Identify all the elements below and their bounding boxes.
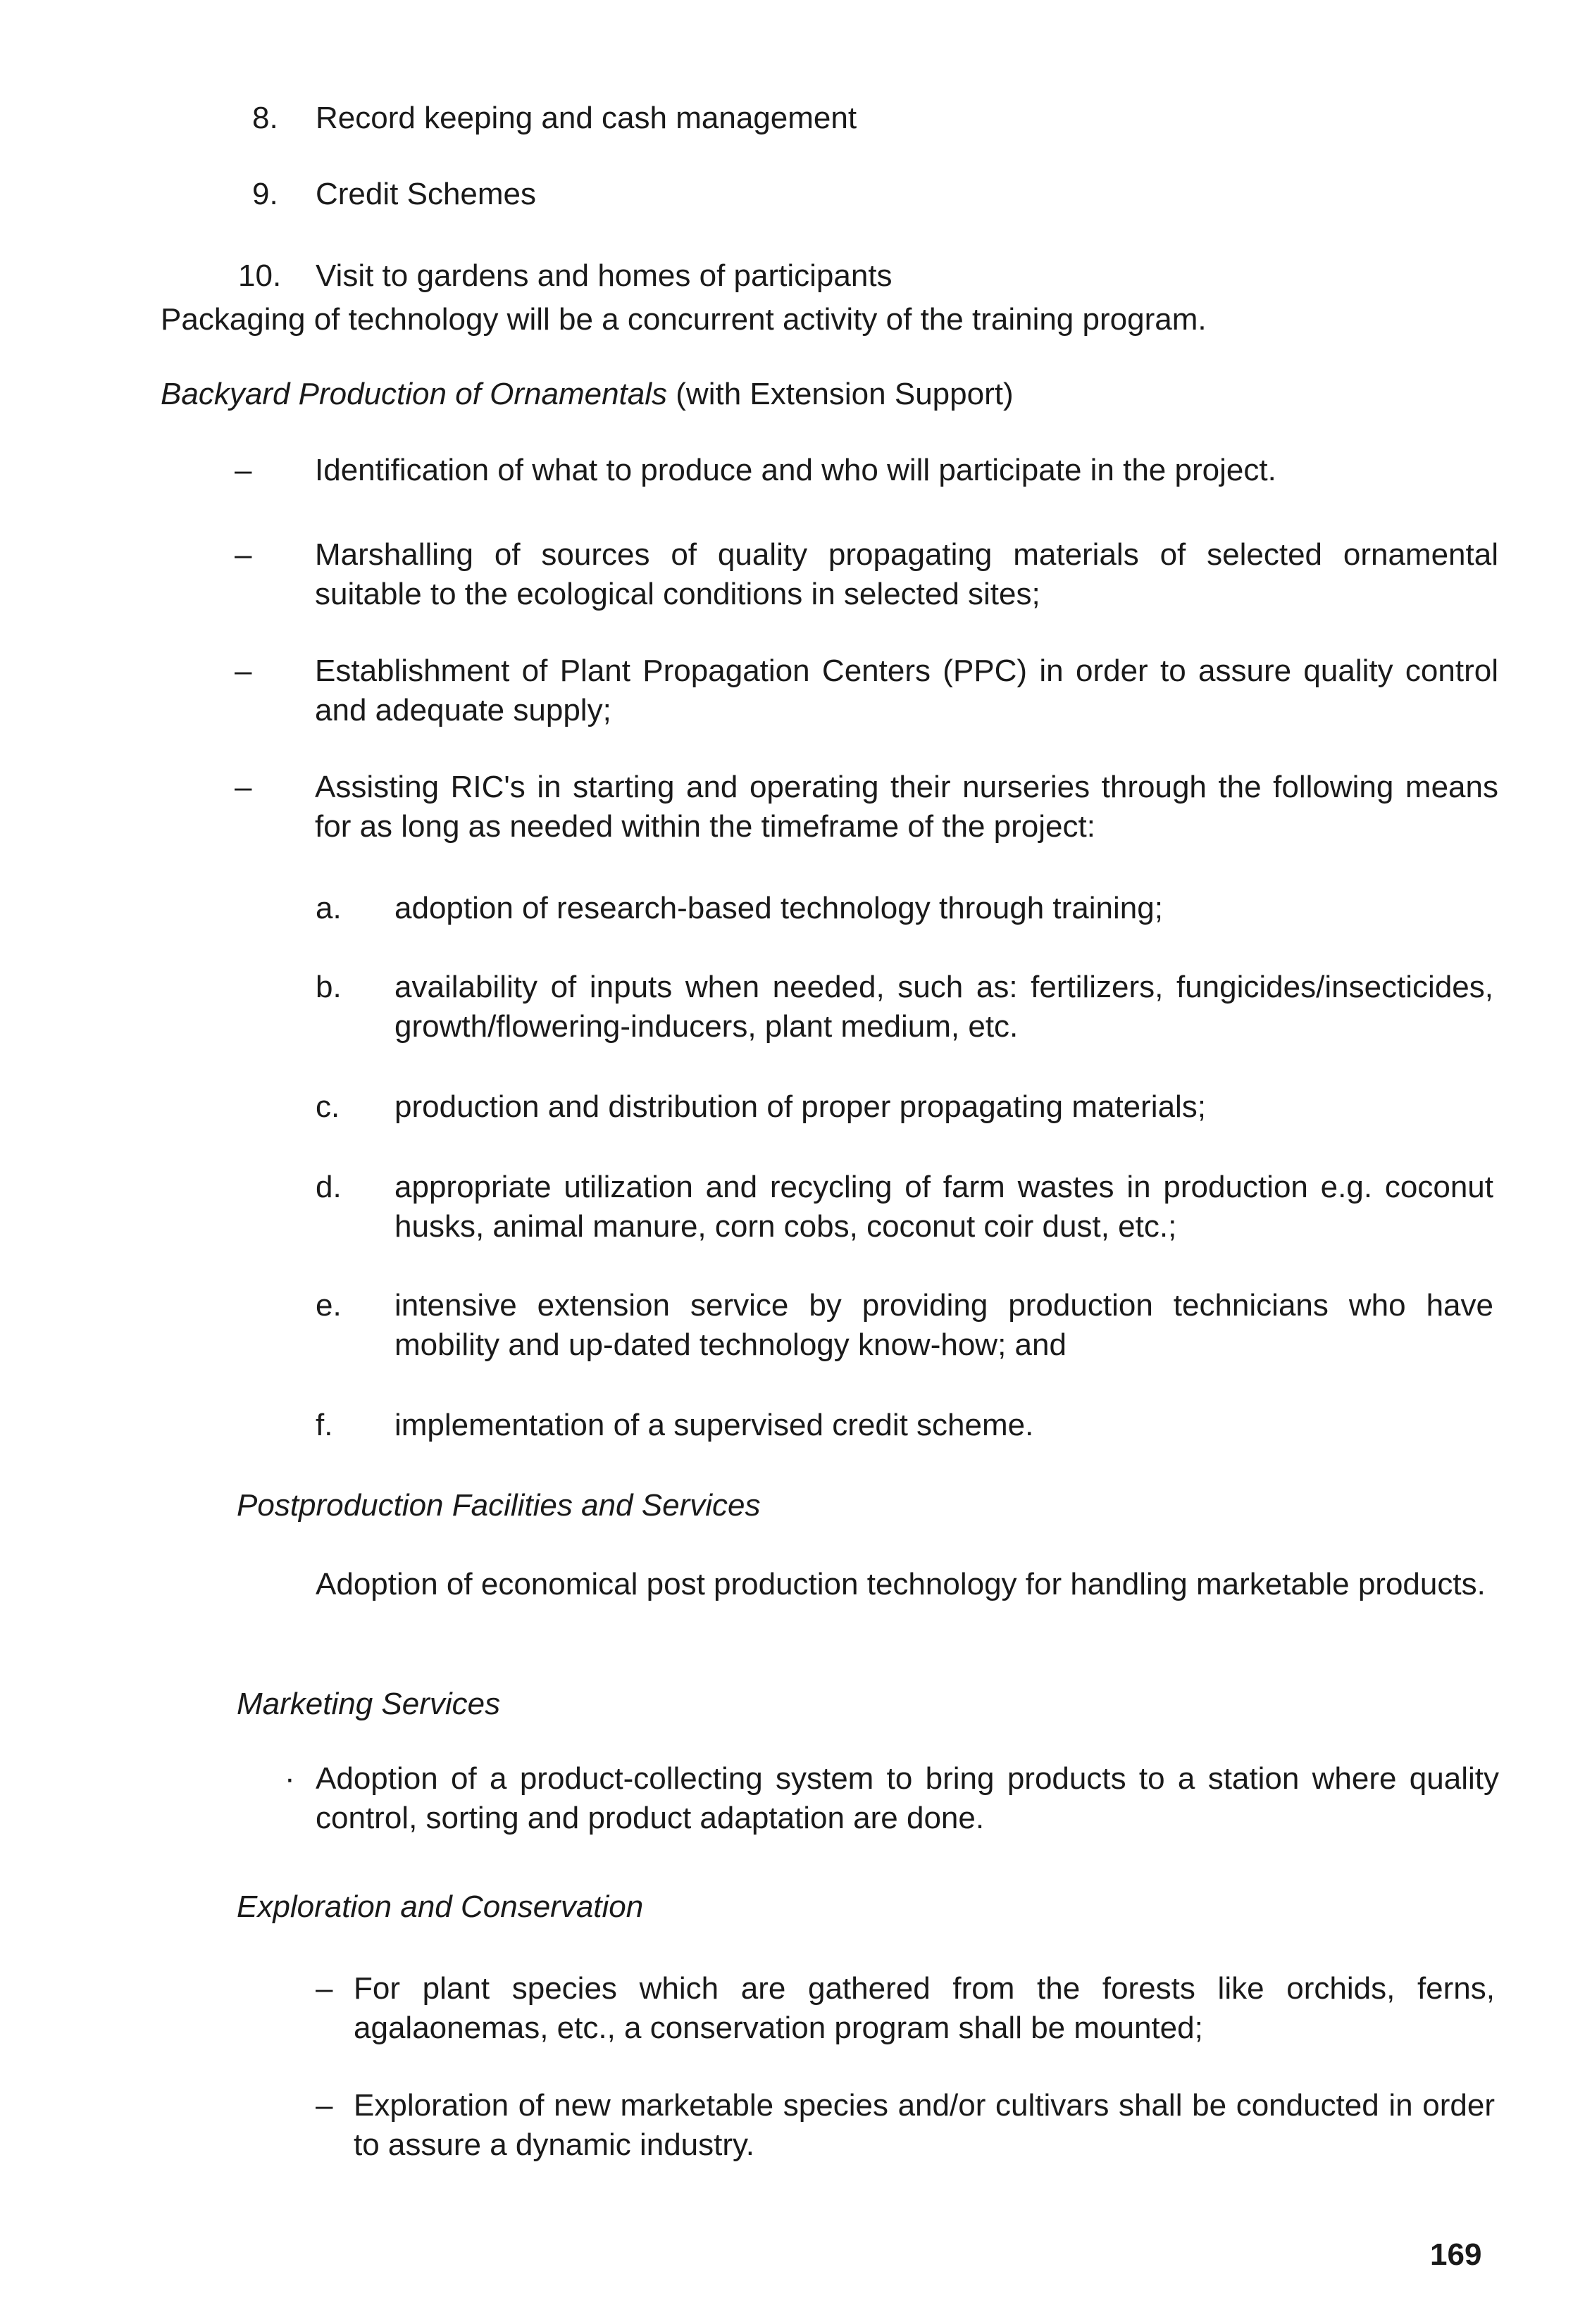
sub-item-text: implementation of a supervised credit scheme. — [394, 1408, 1034, 1442]
page-number: 169 — [1430, 2237, 1482, 2272]
bullet-dot: · — [285, 1761, 295, 1796]
section-heading-marketing: Marketing Services — [237, 1687, 501, 1721]
dash-bullet: – — [316, 2088, 333, 2123]
sub-item-text: production and distribution of proper propagating materials; — [394, 1089, 1207, 1124]
backyard-item-text: Establishment of Plant Propagation Centers (PPC) in order to assure quality control and adequate supply; — [315, 654, 1498, 727]
marketing-text: Adoption of a product-collecting system to bring products to a station where quality control, sorting and product adaptation are done. — [316, 1761, 1499, 1835]
sub-item-text: availability of inputs when needed, such as: fertilizers, fungicides/insecticides, growth/flowering-inducers, plant medium, etc. — [394, 970, 1493, 1044]
sub-item-text: intensive extension service by providing production technicians who have mobility and up-dated technology know-how; and — [394, 1288, 1493, 1362]
list-number: 8. — [252, 101, 278, 135]
heading-rest-part: (with Extension Support) — [676, 377, 1014, 411]
backyard-item-text: Identification of what to produce and who will participate in the project. — [315, 453, 1276, 487]
sub-item-letter: b. — [316, 970, 342, 1004]
section-heading-exploration: Exploration and Conservation — [237, 1889, 644, 1924]
sub-item-text: appropriate utilization and recycling of farm wastes in production e.g. coconut husks, animal manure, corn cobs, coconut coir dust, etc.; — [394, 1170, 1493, 1244]
sub-item-letter: e. — [316, 1288, 342, 1323]
dash-bullet: – — [235, 770, 252, 804]
section-heading-backyard — [161, 375, 1014, 414]
sub-item-letter: f. — [316, 1408, 333, 1442]
postproduction-text: Adoption of economical post production technology for handling marketable products. — [316, 1567, 1486, 1601]
section-heading-postproduction: Postproduction Facilities and Services — [237, 1488, 761, 1523]
list-number: 10. — [238, 258, 282, 293]
backyard-item-text: Assisting RIC's in starting and operating their nurseries through the following means for as long as needed within the timeframe of the project: — [315, 770, 1498, 844]
dash-bullet: – — [235, 654, 252, 688]
sub-item-letter: c. — [316, 1089, 340, 1124]
list-item-text: Credit Schemes — [316, 177, 537, 211]
sub-item-letter: a. — [316, 891, 342, 925]
list-number: 9. — [252, 177, 278, 211]
sub-item-letter: d. — [316, 1170, 342, 1204]
backyard-item-text: Marshalling of sources of quality propagating materials of selected ornamental suitable to the ecological conditions in selected sites; — [315, 537, 1498, 611]
dash-bullet: – — [235, 453, 252, 487]
dash-bullet: – — [235, 537, 252, 572]
dash-bullet: – — [316, 1971, 333, 2006]
list-item-text: Record keeping and cash management — [316, 101, 857, 135]
exploration-item-text: For plant species which are gathered from the forests like orchids, ferns, agalaonemas, etc., a conservation program shall be mounted; — [354, 1971, 1495, 2045]
sub-item-text: adoption of research-based technology through training; — [394, 891, 1163, 925]
exploration-item-text: Exploration of new marketable species and/or cultivars shall be conducted in order to assure a dynamic industry. — [354, 2088, 1495, 2162]
list-item-text: Visit to gardens and homes of participants — [316, 258, 893, 293]
packaging-note: Packaging of technology will be a concurrent activity of the training program. — [161, 302, 1207, 337]
heading-italic-part: Backyard Production of Ornamentals — [161, 377, 668, 411]
